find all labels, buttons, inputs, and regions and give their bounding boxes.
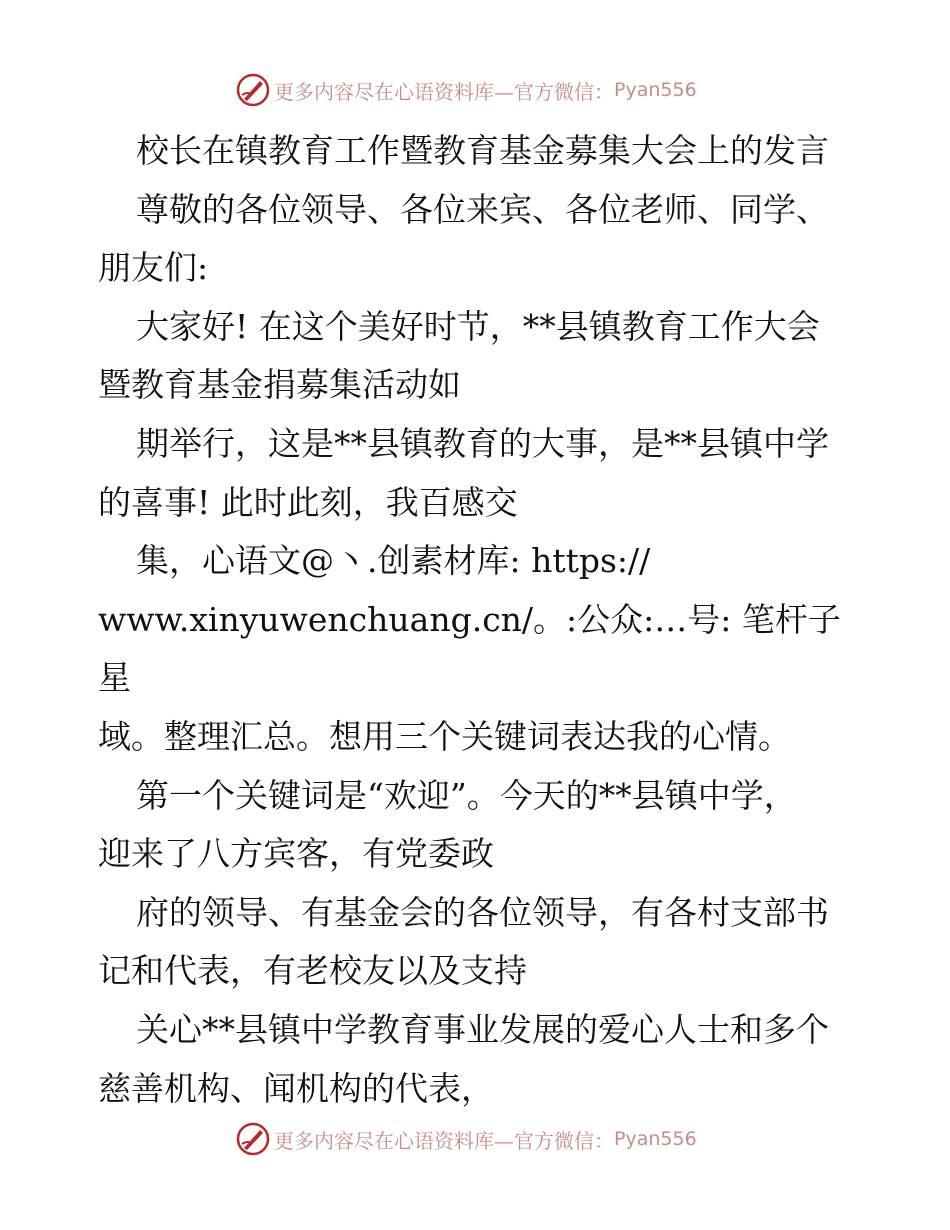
text-line: 第一个关键词是“欢迎”。今天的**县镇中学， (136, 775, 797, 815)
text-line: 府的领导、有基金会的各位领导，有各村支部书 (136, 892, 829, 932)
document-title: 校长在镇教育工作暨教育基金募集大会上的发言 (136, 131, 829, 170)
text-line: 尊敬的各位领导、各位来宾、各位老师、同学、 (136, 189, 829, 229)
text-line: 大家好! 在这个美好时节，**县镇教育工作大会 (136, 306, 820, 346)
text-line: 慈善机构、闻机构的代表， (98, 1068, 494, 1108)
text-line: 期举行，这是**县镇教育的大事，是**县镇中学 (136, 423, 829, 463)
banner-wechat-id: Pyan556 (614, 79, 697, 101)
banner-wechat-id: Pyan556 (614, 1128, 697, 1150)
text-line: 关心**县镇中学教育事业发展的爱心人士和多个 (136, 1009, 829, 1049)
banner-text: 更多内容尽在心语资料库—官方微信： (274, 1128, 614, 1153)
text-line: 朋友们: (98, 248, 209, 288)
footer-banner (236, 1122, 697, 1156)
text-line: 暨教育基金捐募集活动如 (98, 365, 461, 405)
document-body (98, 122, 858, 1118)
text-line: www.xinyuwenchuang.cn/。:公众:…号: 笔杆子星 (98, 599, 841, 698)
text-line: 迎来了八方宾客，有党委政 (98, 834, 494, 874)
quill-pen-logo-icon (236, 1122, 270, 1156)
text-line: 记和代表，有老校友以及支持 (98, 951, 527, 991)
banner-text: 更多内容尽在心语资料库—官方微信： (274, 79, 614, 104)
header-banner (236, 73, 697, 107)
quill-pen-logo-icon (236, 73, 270, 107)
text-line: 域。整理汇总。想用三个关键词表达我的心情。 (98, 716, 791, 756)
text-line: 集，心语文@丶.创素材库: https:// (136, 541, 651, 581)
text-line: 的喜事! 此时此刻，我百感交 (98, 482, 518, 522)
